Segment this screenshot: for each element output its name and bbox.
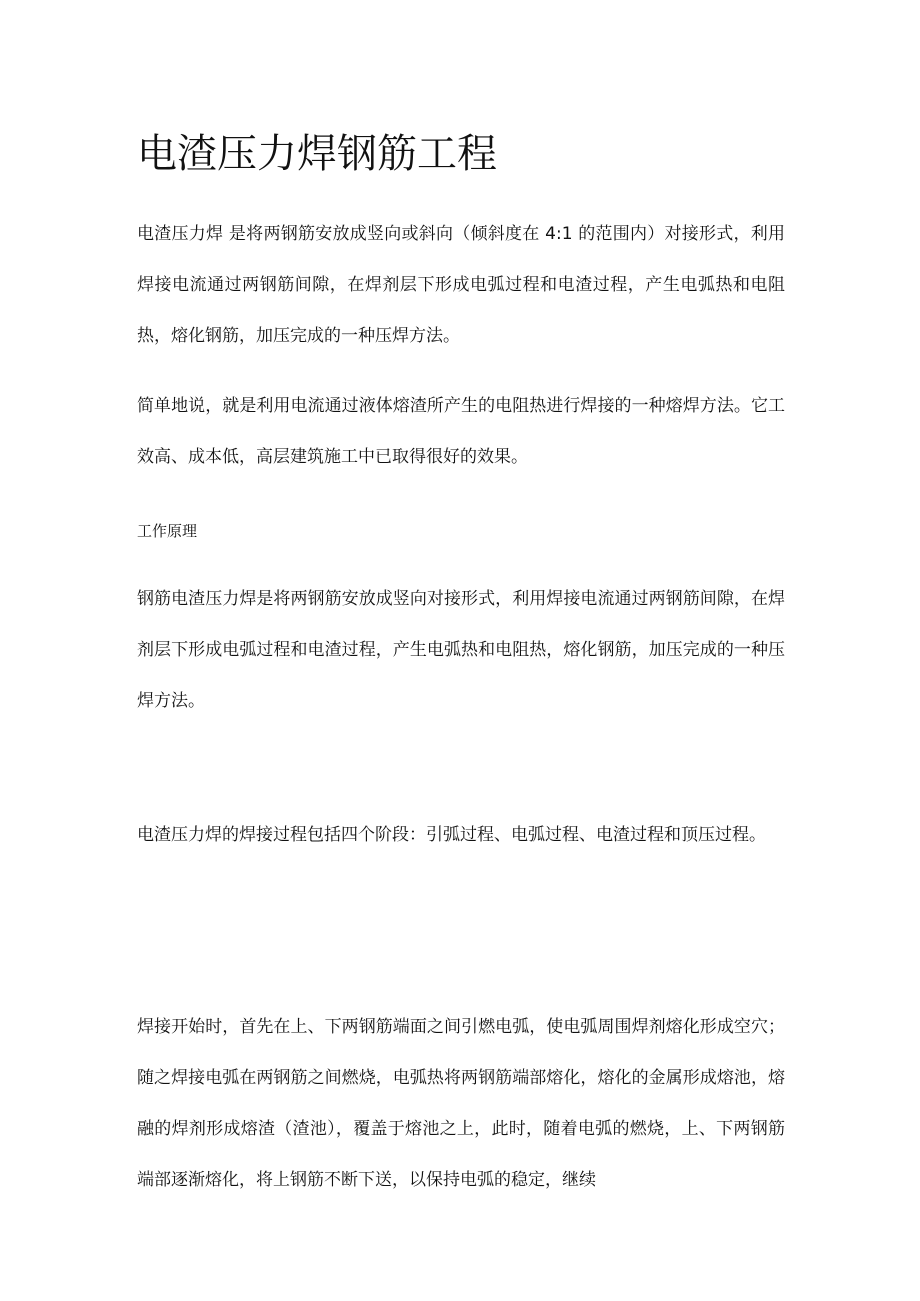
section-heading: 工作原理	[137, 522, 198, 540]
paragraph-principle: 钢筋电渣压力焊是将两钢筋安放成竖向对接形式，利用焊接电流通过两钢筋间隙，在焊剂层下形成电弧过程和电渣过程，产生电弧热和电阻热，熔化钢筋，加压完成的一种压焊方法。	[137, 589, 785, 711]
paragraph-summary: 简单地说，就是利用电流通过液体熔渣所产生的电阻热进行焊接的一种熔焊方法。它工效高、成本低，高层建筑施工中已取得很好的效果。	[137, 396, 785, 467]
paragraph-stages: 电渣压力焊的焊接过程包括四个阶段：引弧过程、电弧过程、电渣过程和顶压过程。	[137, 825, 766, 845]
paragraph-definition: 电渣压力焊 是将两钢筋安放成竖向或斜向（倾斜度在 4:1 的范围内）对接形式，利用焊接电流通过两钢筋间隙，在焊剂层下形成电弧过程和电渣过程，产生电弧热和电阻热，熔化钢筋，加压完成的一种压焊方法。	[137, 224, 785, 346]
paragraph-process: 焊接开始时，首先在上、下两钢筋端面之间引燃电弧，使电弧周围焊剂熔化形成空穴；随之焊接电弧在两钢筋之间燃烧，电弧热将两钢筋端部熔化，熔化的金属形成熔池，熔融的焊剂形成熔渣（渣池），覆盖于熔池之上，此时，随着电弧的燃烧，上、下两钢筋端部逐渐熔化，将上钢筋不断下送，以保持电弧的稳定，继续	[137, 1017, 785, 1190]
document-title: 电渣压力焊钢筋工程	[137, 131, 497, 177]
